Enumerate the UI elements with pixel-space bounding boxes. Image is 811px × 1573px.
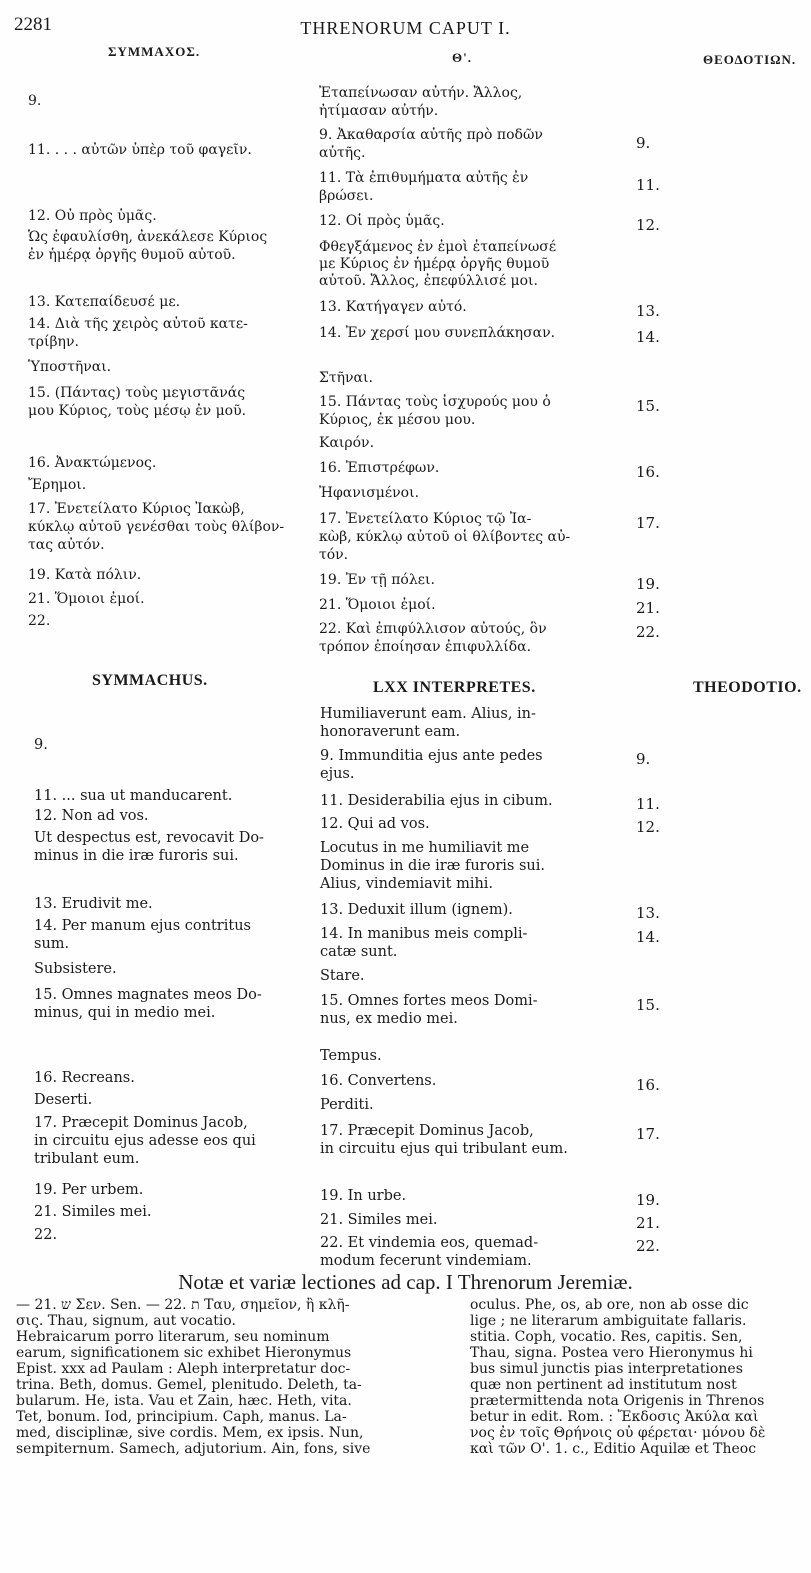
notes-right-line: νος ἐν τοῖς Θρήνοις οὐ φέρεται· μόνου δὲ (470, 1425, 766, 1441)
latin-septuagint-line: 13. Deduxit illum (ignem). (320, 902, 513, 918)
greek-symmachus-line: 14. Διὰ τῆς χειρὸς αὐτοῦ κατε- (28, 316, 248, 332)
greek-symmachus-line: 21. Ὅμοιοι ἐμοί. (28, 591, 145, 607)
latin-septuagint-line: 14. In manibus meis compli- (320, 926, 528, 942)
notes-right-line: oculus. Phe, os, ab ore, non ab osse dic (470, 1297, 749, 1313)
latin-symmachus-line: minus, qui in medio mei. (34, 1005, 216, 1021)
latin-theodotion-verse: 14. (636, 928, 660, 946)
greek-theodotion-verse: 17. (636, 514, 660, 532)
greek-septuagint-line: 19. Ἐν τῇ πόλει. (319, 572, 435, 588)
greek-septuagint-line: Καιρόν. (319, 435, 375, 451)
page-number: 2281 (14, 14, 52, 35)
latin-symmachus-line: Deserti. (34, 1092, 93, 1108)
latin-septuagint-line: Stare. (320, 968, 365, 984)
greek-symmachus-line: 11. . . . αὐτῶν ὑπὲρ τοῦ φαγεῖν. (28, 142, 252, 158)
latin-septuagint-line: nus, ex medio mei. (320, 1011, 458, 1027)
greek-symmachus-line: 9. (28, 93, 42, 109)
notes-left-line: Tet, bonum. Iod, principium. Caph, manus. La- (16, 1409, 347, 1425)
latin-symmachus-line: minus in die iræ furoris sui. (34, 848, 239, 864)
greek-theodotion-verse: 9. (636, 134, 651, 152)
latin-septuagint-line: 9. Immunditia ejus ante pedes (320, 748, 543, 764)
greek-symmachus-line: 19. Κατὰ πόλιν. (28, 567, 142, 583)
latin-symmachus-line: Subsistere. (34, 961, 117, 977)
latin-theodotion-verse: 13. (636, 904, 660, 922)
notes-right-line: betur in edit. Rom. : Ἔκδοσις Ἀκύλα καὶ (470, 1409, 759, 1425)
notes-title: Notæ et variæ lectiones ad cap. I Threnorum Jeremiæ. (178, 1270, 633, 1294)
latin-theodotion-verse: 11. (636, 795, 660, 813)
greek-theodotion-verse: 15. (636, 397, 660, 415)
greek-symmachus-line: Ὡς ἐφαυλίσθη, ἀνεκάλεσε Κύριος (28, 229, 268, 245)
greek-septuagint-line: 11. Τὰ ἐπιθυμήματα αὐτῆς ἐν (319, 170, 529, 186)
notes-right-line: Thau, signa. Postea vero Hieronymus hi (470, 1345, 753, 1361)
greek-symmachus-line: τας αὐτόν. (28, 537, 105, 553)
latin-symmachus-line: 15. Omnes magnates meos Do- (34, 987, 262, 1003)
latin-septuagint-line: 22. Et vindemia eos, quemad- (320, 1235, 539, 1251)
greek-symmachus-line: 16. Ἀνακτώμενος. (28, 455, 157, 471)
latin-septuagint-line: Humiliaverunt eam. Alius, in- (320, 706, 536, 722)
latin-header-theodotion: THEODOTIO. (693, 679, 802, 696)
greek-septuagint-line: αὐτοῦ. Ἄλλος, ἐπεφύλλισέ μοι. (319, 273, 538, 289)
latin-symmachus-line: 19. Per urbem. (34, 1182, 144, 1198)
latin-septuagint-line: 16. Convertens. (320, 1073, 437, 1089)
greek-septuagint-line: 17. Ἐνετείλατο Κύριος τῷ Ἰα- (319, 511, 532, 527)
greek-septuagint-line: 15. Πάντας τοὺς ἰσχυρούς μου ὁ (319, 394, 551, 410)
greek-septuagint-line: τρόπον ἐποίησαν ἐπιφυλλίδα. (319, 639, 532, 655)
greek-symmachus-line: ἐν ἡμέρᾳ ὀργῆς θυμοῦ αὐτοῦ. (28, 247, 236, 263)
latin-symmachus-line: 22. (34, 1227, 58, 1243)
latin-theodotion-verse: 12. (636, 818, 660, 836)
greek-symmachus-line: Ἔρημοι. (28, 477, 87, 493)
greek-header-septuagint: Θ'. (452, 50, 472, 65)
notes-left-line: — 21. ש Σεν. Sen. — 22. ת Ταυ, σημεῖον, ἢ κλῆ- (16, 1297, 350, 1313)
greek-septuagint-line: ἠτίμασαν αὐτήν. (319, 103, 439, 119)
greek-symmachus-line: κύκλῳ αὐτοῦ γενέσθαι τοὺς θλίβον- (28, 519, 285, 535)
notes-left-line: Hebraicarum porro literarum, seu nominum (16, 1329, 330, 1345)
greek-septuagint-line: Στῆναι. (319, 370, 373, 386)
notes-left-line: med, disciplinæ, sive cordis. Mem, ex ipsis. Nun, (16, 1425, 364, 1441)
latin-symmachus-line: 9. (34, 737, 48, 753)
greek-septuagint-line: 16. Ἐπιστρέφων. (319, 460, 440, 476)
latin-theodotion-verse: 9. (636, 750, 651, 768)
greek-septuagint-line: 9. Ἀκαθαρσία αὐτῆς πρὸ ποδῶν (319, 127, 543, 143)
greek-symmachus-line: τρίβην. (28, 334, 79, 350)
greek-symmachus-line: 22. (28, 613, 51, 629)
greek-septuagint-line: 13. Κατήγαγεν αὐτό. (319, 299, 467, 315)
notes-left-line: Epist. xxx ad Paulam : Aleph interpretatur doc- (16, 1361, 351, 1377)
notes-left-line: σις. Thau, signum, aut vocatio. (16, 1313, 236, 1329)
greek-septuagint-line: 22. Καὶ ἐπιφύλλισον αὐτούς, ὃν (319, 621, 547, 637)
greek-septuagint-line: 21. Ὅμοιοι ἐμοί. (319, 597, 436, 613)
latin-symmachus-line: 16. Recreans. (34, 1070, 135, 1086)
greek-theodotion-verse: 14. (636, 328, 660, 346)
notes-right-line: prætermittenda nota Origenis in Threnos (470, 1393, 765, 1409)
greek-symmachus-line: 12. Οὐ πρὸς ὑμᾶς. (28, 208, 157, 224)
greek-theodotion-verse: 19. (636, 575, 660, 593)
greek-septuagint-line: κὼβ, κύκλῳ αὐτοῦ οἱ θλίβοντες αὐ- (319, 529, 571, 545)
latin-septuagint-line: Tempus. (320, 1048, 382, 1064)
notes-left-line: sempiternum. Samech, adjutorium. Ain, fons, sive (16, 1441, 371, 1457)
notes-right-line: stitia. Coph, vocatio. Res, capitis. Sen, (470, 1329, 743, 1345)
greek-theodotion-verse: 21. (636, 599, 660, 617)
latin-septuagint-line: modum fecerunt vindemiam. (320, 1253, 532, 1269)
notes-left-line: trina. Beth, domus. Gemel, plenitudo. Deleth, ta- (16, 1377, 362, 1393)
greek-header-symmachus: ΣΥΜΜΑΧΟΣ. (108, 44, 201, 59)
latin-symmachus-line: 14. Per manum ejus contritus (34, 918, 251, 934)
latin-header-symmachus: SYMMACHUS. (92, 672, 208, 689)
notes-right-line: καὶ τῶν Ο'. 1. c., Editio Aquilæ et Theoc (470, 1441, 757, 1457)
notes-left-line: bularum. He, ista. Vau et Zain, hæc. Heth, vita. (16, 1393, 352, 1409)
greek-header-theodotion: ΘΕΟΔΟΤΙΩΝ. (703, 52, 797, 67)
greek-septuagint-line: Κύριος, ἐκ μέσου μου. (319, 412, 476, 428)
latin-septuagint-line: Locutus in me humiliavit me (320, 840, 530, 856)
latin-septuagint-line: Dominus in die iræ furoris sui. (320, 858, 545, 874)
greek-symmachus-line: Ὑποστῆναι. (28, 359, 112, 375)
greek-septuagint-line: βρώσει. (319, 188, 374, 204)
greek-theodotion-verse: 16. (636, 463, 660, 481)
greek-theodotion-verse: 13. (636, 302, 660, 320)
greek-theodotion-verse: 11. (636, 176, 660, 194)
latin-theodotion-verse: 21. (636, 1214, 660, 1232)
latin-symmachus-line: 12. Non ad vos. (34, 808, 149, 824)
notes-right-line: bus simul junctis pias interpretationes (470, 1361, 743, 1377)
latin-septuagint-line: ejus. (320, 766, 355, 782)
greek-symmachus-line: 17. Ἐνετείλατο Κύριος Ἰακὼβ, (28, 501, 245, 517)
notes-left-line: earum, significationem sic exhibet Hieronymus (16, 1345, 352, 1361)
latin-septuagint-line: Perditi. (320, 1097, 374, 1113)
latin-septuagint-line: Alius, vindemiavit mihi. (320, 876, 494, 892)
greek-septuagint-line: 12. Οἱ πρὸς ὑμᾶς. (319, 213, 445, 229)
greek-septuagint-line: Φθεγξάμενος ἐν ἐμοὶ ἐταπείνωσέ (319, 239, 557, 255)
running-head: THRENORUM CAPUT I. (300, 18, 511, 38)
notes-right-line: quæ non pertinent ad institutum nost (470, 1377, 737, 1393)
latin-symmachus-line: 21. Similes mei. (34, 1204, 152, 1220)
latin-septuagint-line: in circuitu ejus qui tribulant eum. (320, 1141, 568, 1157)
latin-header-septuagint: LXX INTERPRETES. (373, 679, 536, 696)
latin-symmachus-line: 17. Præcepit Dominus Jacob, (34, 1115, 248, 1131)
notes-right-line: lige ; ne literarum ambiguitate fallaris. (470, 1313, 747, 1329)
latin-septuagint-line: 12. Qui ad vos. (320, 816, 430, 832)
latin-septuagint-line: honoraverunt eam. (320, 724, 461, 740)
latin-theodotion-verse: 22. (636, 1237, 660, 1255)
latin-theodotion-verse: 19. (636, 1191, 660, 1209)
latin-symmachus-line: sum. (34, 936, 70, 952)
latin-septuagint-line: 15. Omnes fortes meos Domi- (320, 993, 538, 1009)
latin-septuagint-line: 11. Desiderabilia ejus in cibum. (320, 793, 553, 809)
greek-symmachus-line: μου Κύριος, τοὺς μέσῳ ἐν μοῦ. (28, 403, 247, 419)
latin-theodotion-verse: 15. (636, 996, 660, 1014)
latin-septuagint-line: catæ sunt. (320, 944, 398, 960)
latin-symmachus-line: 13. Erudivit me. (34, 896, 153, 912)
latin-symmachus-line: 11. ... sua ut manducarent. (34, 788, 233, 804)
greek-septuagint-line: τόν. (319, 547, 349, 563)
latin-septuagint-line: 21. Similes mei. (320, 1212, 438, 1228)
latin-symmachus-line: Ut despectus est, revocavit Do- (34, 830, 264, 846)
greek-septuagint-line: αὐτῆς. (319, 145, 366, 161)
greek-septuagint-line: 14. Ἐν χερσί μου συνεπλάκησαν. (319, 325, 556, 341)
latin-septuagint-line: 17. Præcepit Dominus Jacob, (320, 1123, 534, 1139)
greek-theodotion-verse: 12. (636, 216, 660, 234)
latin-symmachus-line: in circuitu ejus adesse eos qui (34, 1133, 256, 1149)
latin-theodotion-verse: 17. (636, 1125, 660, 1143)
greek-theodotion-verse: 22. (636, 623, 660, 641)
greek-septuagint-line: με Κύριος ἐν ἡμέρᾳ ὀργῆς θυμοῦ (319, 256, 550, 272)
latin-theodotion-verse: 16. (636, 1076, 660, 1094)
greek-septuagint-line: Ἠφανισμένοι. (319, 485, 420, 501)
latin-septuagint-line: 19. In urbe. (320, 1188, 407, 1204)
latin-symmachus-line: tribulant eum. (34, 1151, 140, 1167)
greek-symmachus-line: 15. (Πάντας) τοὺς μεγιστᾶνάς (28, 385, 246, 401)
greek-septuagint-line: Ἐταπείνωσαν αὐτήν. Ἄλλος, (319, 85, 523, 101)
greek-symmachus-line: 13. Κατεπαίδευσέ με. (28, 294, 181, 310)
